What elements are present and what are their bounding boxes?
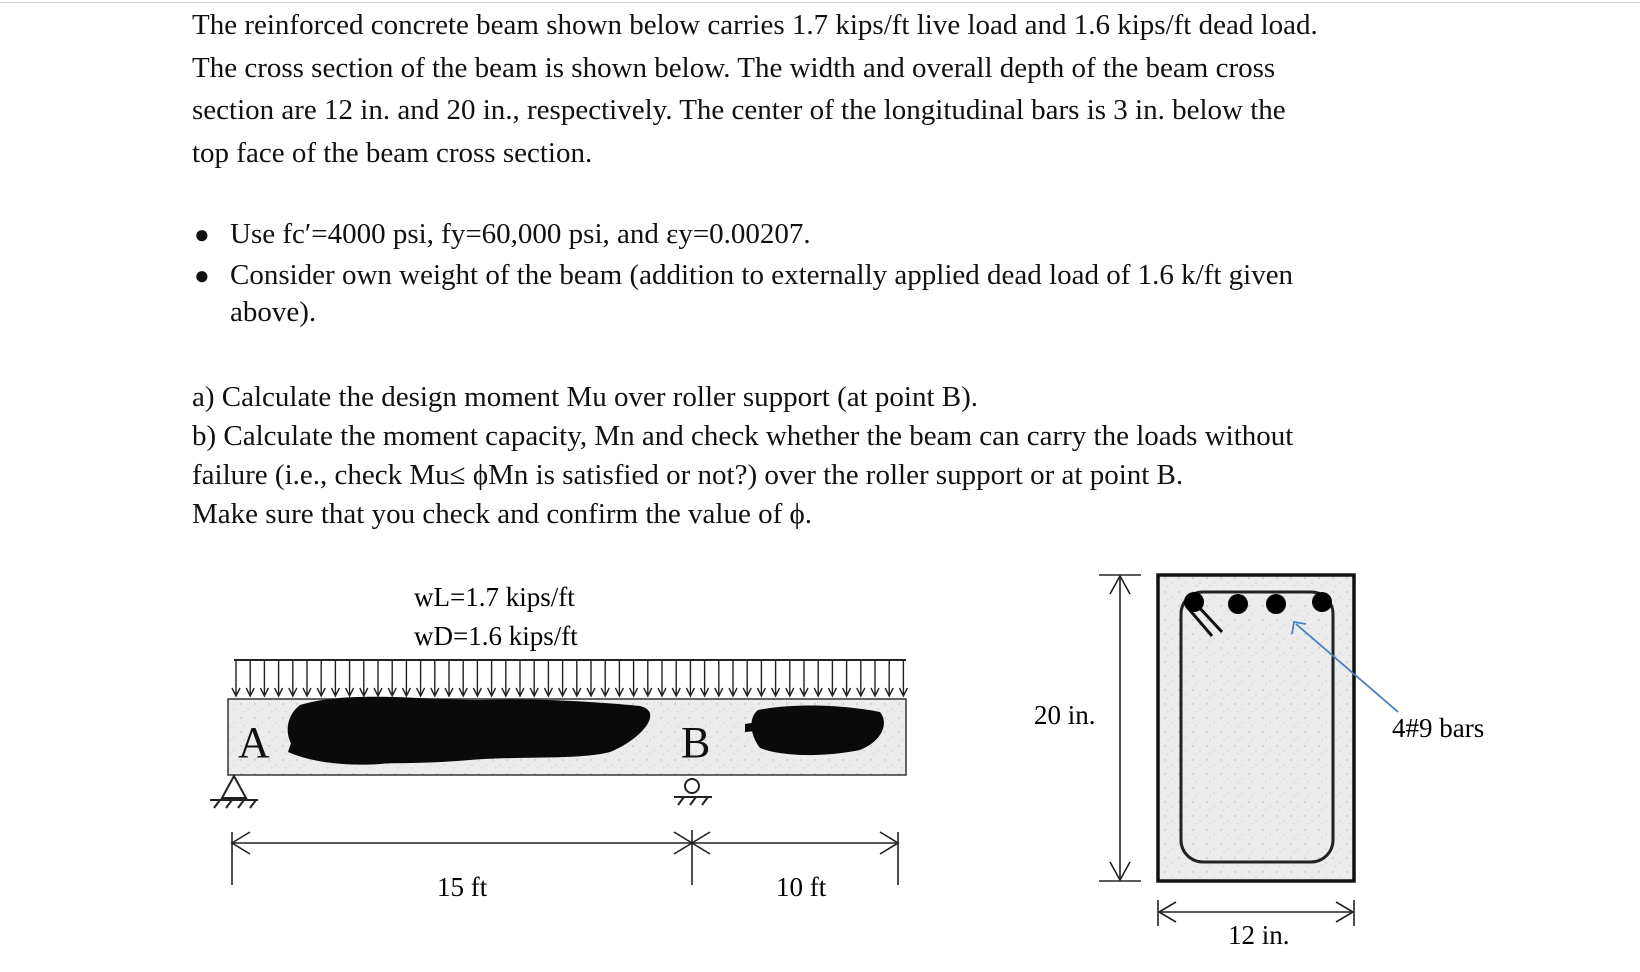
load-arrow-icon (899, 660, 907, 696)
question-b-continued: failure (i.e., check Mu≤ ϕMn is satisfied or not?) over the roller support or at point B. (192, 459, 1184, 491)
rebar-icon (1184, 592, 1204, 612)
intro-line: top face of the beam cross section. (192, 136, 593, 169)
intro-line: The reinforced concrete beam shown below carries 1.7 kips/ft live load and 1.6 kips/ft dead load. (192, 9, 1318, 41)
load-arrow-icon (473, 660, 481, 696)
load-arrow-icon (516, 660, 524, 696)
bullet-icon: ● (194, 261, 210, 290)
load-arrow-icon (672, 660, 680, 696)
load-arrow-icon (303, 660, 311, 696)
load-arrow-icon (658, 660, 666, 696)
intro-line: section are 12 in. and 20 in., respectively. The center of the longitudinal bars is 3 in. below the (192, 94, 1286, 126)
point-b-label: B (681, 718, 711, 767)
load-arrow-icon (644, 660, 652, 696)
load-arrow-icon (544, 660, 552, 696)
load-arrow-icon (615, 660, 623, 696)
bullet-icon: ● (194, 220, 210, 249)
load-arrow-icon (445, 660, 453, 696)
load-arrow-icon (573, 660, 581, 696)
load-arrow-icon (743, 660, 751, 696)
bullet-text: Use fc′=4000 psi, fy=60,000 psi, and εy=0.00207. (230, 218, 811, 250)
load-arrow-icon (360, 660, 368, 696)
load-arrows (232, 660, 907, 696)
rebar-icon (1312, 592, 1332, 612)
rebar-icon (1228, 594, 1248, 614)
load-arrow-icon (686, 660, 694, 696)
span-2-label: 10 ft (776, 872, 827, 902)
load-arrow-icon (246, 660, 254, 696)
load-arrow-icon (828, 660, 836, 696)
load-arrow-icon (871, 660, 879, 696)
beam-elevation (210, 582, 907, 902)
distributed-load (232, 660, 907, 696)
intro-line: The cross section of the beam is shown below. The width and overall depth of the beam cross (192, 51, 1276, 84)
load-arrow-icon (289, 660, 297, 696)
redacted-scribble (288, 697, 884, 765)
question-a: a) Calculate the design moment Mu over roller support (at point B). (192, 381, 979, 413)
load-arrow-icon (630, 660, 638, 696)
dead-load-label: wD=1.6 kips/ft (414, 621, 578, 651)
load-arrow-icon (431, 660, 439, 696)
load-arrow-icon (885, 660, 893, 696)
load-arrow-icon (488, 660, 496, 696)
load-arrow-icon (559, 660, 567, 696)
load-arrow-icon (786, 660, 794, 696)
section-outline (1158, 575, 1354, 881)
load-arrow-icon (587, 660, 595, 696)
load-arrow-icon (402, 660, 410, 696)
load-arrow-icon (232, 660, 240, 696)
load-arrow-icon (857, 660, 865, 696)
span-1-label: 15 ft (437, 872, 488, 902)
question-phi-note: Make sure that you check and confirm the value of ϕ. (192, 498, 813, 530)
load-arrow-icon (388, 660, 396, 696)
load-arrow-icon (800, 660, 808, 696)
load-arrow-icon (317, 660, 325, 696)
depth-label: 20 in. (1034, 700, 1096, 730)
load-arrow-icon (772, 660, 780, 696)
bars-label: 4#9 bars (1392, 713, 1485, 743)
load-arrow-icon (331, 660, 339, 696)
load-arrow-icon (601, 660, 609, 696)
load-arrow-icon (715, 660, 723, 696)
load-arrow-icon (275, 660, 283, 696)
load-arrow-icon (346, 660, 354, 696)
load-arrow-icon (502, 660, 510, 696)
load-arrow-icon (374, 660, 382, 696)
load-arrow-icon (729, 660, 737, 696)
load-arrow-icon (260, 660, 268, 696)
point-a-label: A (238, 718, 270, 767)
width-label: 12 in. (1228, 920, 1290, 950)
bullet-text: Consider own weight of the beam (addition to externally applied dead load of 1.6 k/ft given (230, 259, 1294, 291)
load-arrow-icon (843, 660, 851, 696)
load-arrow-icon (459, 660, 467, 696)
question-b: b) Calculate the moment capacity, Mn and check whether the beam can carry the loads without (192, 420, 1294, 452)
load-arrow-icon (530, 660, 538, 696)
pin-support-a (210, 776, 258, 808)
depth-dimension (1099, 575, 1141, 881)
live-load-label: wL=1.7 kips/ft (414, 582, 575, 612)
load-arrow-icon (701, 660, 709, 696)
beam-cross-section (1034, 575, 1484, 950)
rebar-icon (1266, 594, 1286, 614)
load-arrow-icon (417, 660, 425, 696)
roller-support-b (674, 779, 712, 805)
load-arrow-icon (757, 660, 765, 696)
load-arrow-icon (814, 660, 822, 696)
bullet-text: above). (230, 296, 317, 328)
